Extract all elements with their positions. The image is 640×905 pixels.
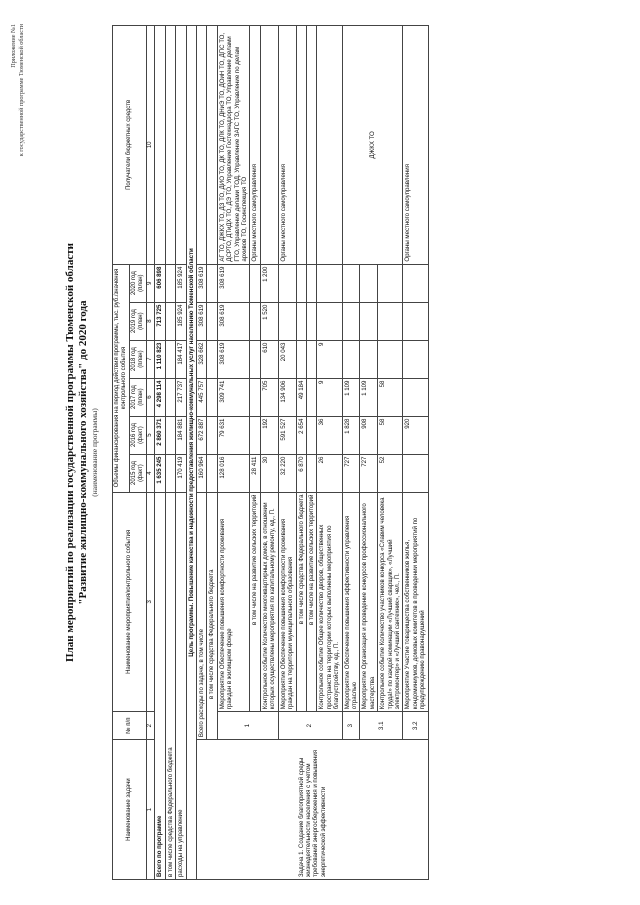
plan-table: [112, 25, 429, 880]
value-cell: [360, 302, 378, 340]
summary-row: [155, 26, 165, 880]
task-total-value: 445 757: [197, 378, 207, 416]
value-cell: [296, 264, 306, 302]
value-cell: [296, 302, 306, 340]
value-cell: 1 200: [260, 264, 278, 302]
sub-label: в том числе средства Федерального бюджета: [296, 492, 306, 712]
summary-value: [165, 340, 175, 378]
header-recipients: Получатели бюджетных средств: [113, 26, 147, 265]
value-cell: [342, 340, 360, 378]
value-cell: 9: [317, 378, 342, 416]
column-number: 9: [147, 264, 155, 302]
value-cell: 308 619: [217, 340, 250, 378]
value-cell: [306, 264, 316, 302]
task-1-label: Задача 1. Создание благоприятной среды жизнедеятельности населения с учетом требований энергосбережения и повышения энергетической эффективности: [197, 740, 429, 880]
value-cell: [306, 302, 316, 340]
value-cell: [378, 264, 403, 302]
value-cell: 192: [260, 416, 278, 454]
recipient-cell: [317, 26, 342, 265]
summary-value: 170 419: [176, 454, 186, 492]
value-cell: [296, 340, 306, 378]
summary-value: [165, 264, 175, 302]
value-cell: 52: [378, 454, 403, 492]
row-number: 3.1: [360, 712, 403, 740]
value-cell: [403, 264, 428, 302]
value-cell: [403, 302, 428, 340]
recipient-cell: [260, 26, 278, 265]
summary-value: 184 881: [176, 416, 186, 454]
value-cell: 6 870: [296, 454, 306, 492]
task-total-value: 328 662: [197, 340, 207, 378]
column-number: 7: [147, 340, 155, 378]
title-line-1: План мероприятий по реализации государственной программы Тюменской области: [64, 243, 76, 662]
value-cell: 591 527: [278, 416, 296, 454]
sub-label: в том числе на развитие сельских территорий: [306, 492, 316, 712]
header-year: 2018 год (план): [130, 340, 147, 378]
column-number: 3: [147, 492, 155, 712]
value-cell: 20 043: [278, 340, 296, 378]
value-cell: 908: [360, 416, 378, 454]
value-cell: 79 631: [217, 416, 250, 454]
value-cell: 30: [260, 454, 278, 492]
task-total-row: [197, 26, 207, 880]
value-cell: 1 520: [260, 302, 278, 340]
value-cell: [342, 264, 360, 302]
event-cell: Контрольное событие Общее количество дворов, общественных пространств на территории которых выполнены мероприятия по благоустройству, ед., П.: [317, 492, 342, 712]
value-cell: 128 016: [217, 454, 250, 492]
value-cell: [378, 302, 403, 340]
summary-value: [165, 454, 175, 492]
column-number: 4: [147, 454, 155, 492]
sub-label: в том числе на развитие сельских территорий: [250, 492, 260, 712]
summary-label: расходы на управление: [176, 492, 186, 879]
header-year: 2017 год (план): [130, 378, 147, 416]
header-event: Наименование мероприятия/контрольного события: [113, 492, 147, 712]
value-cell: [306, 454, 316, 492]
value-cell: [278, 264, 296, 302]
recipient-cell: [155, 26, 165, 265]
value-cell: 727: [360, 454, 378, 492]
value-cell: 1 109: [360, 378, 378, 416]
event-cell: Мероприятие Обеспечение повышения эффективности управления отраслью: [342, 492, 360, 712]
value-cell: 49 184: [296, 378, 306, 416]
summary-value: 185 924: [176, 302, 186, 340]
value-cell: [360, 340, 378, 378]
value-cell: 2 654: [296, 416, 306, 454]
summary-value: [165, 416, 175, 454]
value-cell: 1 109: [342, 378, 360, 416]
value-cell: [317, 302, 342, 340]
task-total-value: 672 887: [197, 416, 207, 454]
event-cell: Мероприятие Организация и проведение конкурсов профессионального мастерства: [360, 492, 378, 712]
header-task: Наименование задачи: [113, 740, 147, 880]
header-year: 2020 год (план): [130, 264, 147, 302]
title-line-2: "Развитие жилищно-коммунального хозяйства" до 2020 года: [77, 300, 89, 605]
value-cell: 309 741: [217, 378, 250, 416]
row-number: 2: [278, 712, 342, 740]
header-volume: Объемы финансирования на период действия программы, тыс. руб./значения контрольного события: [113, 264, 130, 492]
task-total-value: 160 964: [197, 454, 207, 492]
header-year: 2015 год (факт): [130, 454, 147, 492]
value-cell: [403, 454, 428, 492]
column-number: 1: [147, 740, 155, 880]
value-cell: 9: [317, 340, 342, 378]
event-cell: Контрольное событие Количество участников конкурса «Славим человека труда!» по каждой номинации «Лучший сварщик», «Лучший электромонтер» и «Лучший сантехник», чел., П.: [378, 492, 403, 712]
summary-value: 1 110 823: [155, 340, 165, 378]
summary-value: 185 924: [176, 264, 186, 302]
row-number: 1: [217, 712, 278, 740]
value-cell: [317, 264, 342, 302]
value-cell: [306, 416, 316, 454]
recipient-cell: Органы местного самоуправления: [403, 26, 428, 265]
event-cell: Контрольное событие Количество многоквартирных домов, в отношении которых осуществлены мероприятия по капитальному ремонту, ед., П.: [260, 492, 278, 712]
column-number: 6: [147, 378, 155, 416]
summary-label: в том числе средства Федерального бюджета: [165, 492, 175, 879]
recipient-cell: [165, 26, 175, 265]
task-total-value: 308 619: [197, 302, 207, 340]
row-number: 3.2: [403, 712, 428, 740]
event-cell: Мероприятие Участие товарищества собственников жилья, кондоминиумов, домовых комитетов в проведении мероприятий по предупреждению правонарушений: [403, 492, 428, 712]
column-number: 2: [147, 712, 155, 740]
summary-row: [165, 26, 175, 880]
value-cell: 308 619: [217, 302, 250, 340]
value-cell: 610: [260, 340, 278, 378]
title-line-3: (наименование программы): [90, 408, 99, 497]
value-cell: [278, 302, 296, 340]
summary-value: 606 898: [155, 264, 165, 302]
header-num: № п/п: [113, 712, 147, 740]
recipient-cell: ДЖКХ ТО: [342, 26, 403, 265]
value-cell: 58: [378, 378, 403, 416]
value-cell: 1 828: [342, 416, 360, 454]
header-year: 2016 год (факт): [130, 416, 147, 454]
value-cell: [360, 264, 378, 302]
value-cell: [250, 264, 260, 302]
value-cell: [250, 302, 260, 340]
event-cell: Мероприятие Обеспечение повышения комфортности проживания граждан в жилищном фонде: [217, 492, 250, 712]
goal-row: [186, 26, 196, 880]
value-cell: 705: [260, 378, 278, 416]
summary-value: 2 860 371: [155, 416, 165, 454]
value-cell: [250, 416, 260, 454]
column-number: 10: [147, 26, 155, 265]
value-cell: [250, 378, 260, 416]
value-cell: 920: [403, 416, 428, 454]
appendix-line-2: к государственной программе Тюменской области: [18, 24, 25, 157]
recipient-cell: [306, 26, 316, 265]
fed-budget-label: в том числе средства Федерального бюджета: [207, 492, 217, 740]
value-cell: 58: [378, 416, 403, 454]
column-number: 5: [147, 416, 155, 454]
value-cell: [342, 302, 360, 340]
value-cell: [403, 378, 428, 416]
value-cell: 28 411: [250, 454, 260, 492]
recipient-cell: Органы местного самоуправления: [278, 26, 296, 265]
summary-value: 184 417: [176, 340, 186, 378]
summary-value: 1 635 245: [155, 454, 165, 492]
task-total-value: 308 619: [197, 264, 207, 302]
program-goal: Цель программы. Повышение качества и надежности предоставления жилищно-коммунальных услуг населению Тюменской области: [186, 26, 196, 880]
summary-value: 713 725: [155, 302, 165, 340]
value-cell: 36: [317, 416, 342, 454]
column-number: 8: [147, 302, 155, 340]
summary-value: [165, 302, 175, 340]
recipient-cell: [296, 26, 306, 265]
recipient-cell: [197, 26, 207, 265]
appendix-note: [10, 24, 26, 156]
value-cell: [378, 340, 403, 378]
recipient-cell: Органы местного самоуправления: [250, 26, 260, 265]
value-cell: [306, 378, 316, 416]
header-year: 2019 год (план): [130, 302, 147, 340]
value-cell: 727: [342, 454, 360, 492]
value-cell: [250, 340, 260, 378]
value-cell: [306, 340, 316, 378]
recipient-cell: [176, 26, 186, 265]
document-title: [64, 0, 100, 905]
row-number: 3: [342, 712, 360, 740]
task-total-label: Всего расходы по задаче, в том числе: [197, 492, 207, 740]
summary-label: Всего по программе: [155, 492, 165, 879]
value-cell: 26: [317, 454, 342, 492]
value-cell: 32 220: [278, 454, 296, 492]
event-cell: Мероприятие Обеспечение повышения комфортности проживания граждан на территории муниципального образования: [278, 492, 296, 712]
summary-value: [165, 378, 175, 416]
value-cell: [403, 340, 428, 378]
value-cell: 134 906: [278, 378, 296, 416]
summary-value: 4 298 114: [155, 378, 165, 416]
value-cell: 308 619: [217, 264, 250, 302]
summary-value: 217 737: [176, 378, 186, 416]
appendix-line-1: Приложение №1: [10, 24, 17, 68]
summary-row: [176, 26, 186, 880]
recipient-cell: АГ ТО, ДЖКХ ТО, ДЗ ТО, ДИО ТО, ДК ТО, ДЛК ТО, ДНиЭ ТО, ДОиН ТО, ДПС ТО, ДСРТО, ДТиДХ ТО, ДЭ ТО, Управление Гостехнадзора ТО, Управление делами ГТО, Управление делами ТОД, Управление ЗАГС ТО, Управление по делам архивов ТО, Госинспекция ТО: [217, 26, 250, 265]
